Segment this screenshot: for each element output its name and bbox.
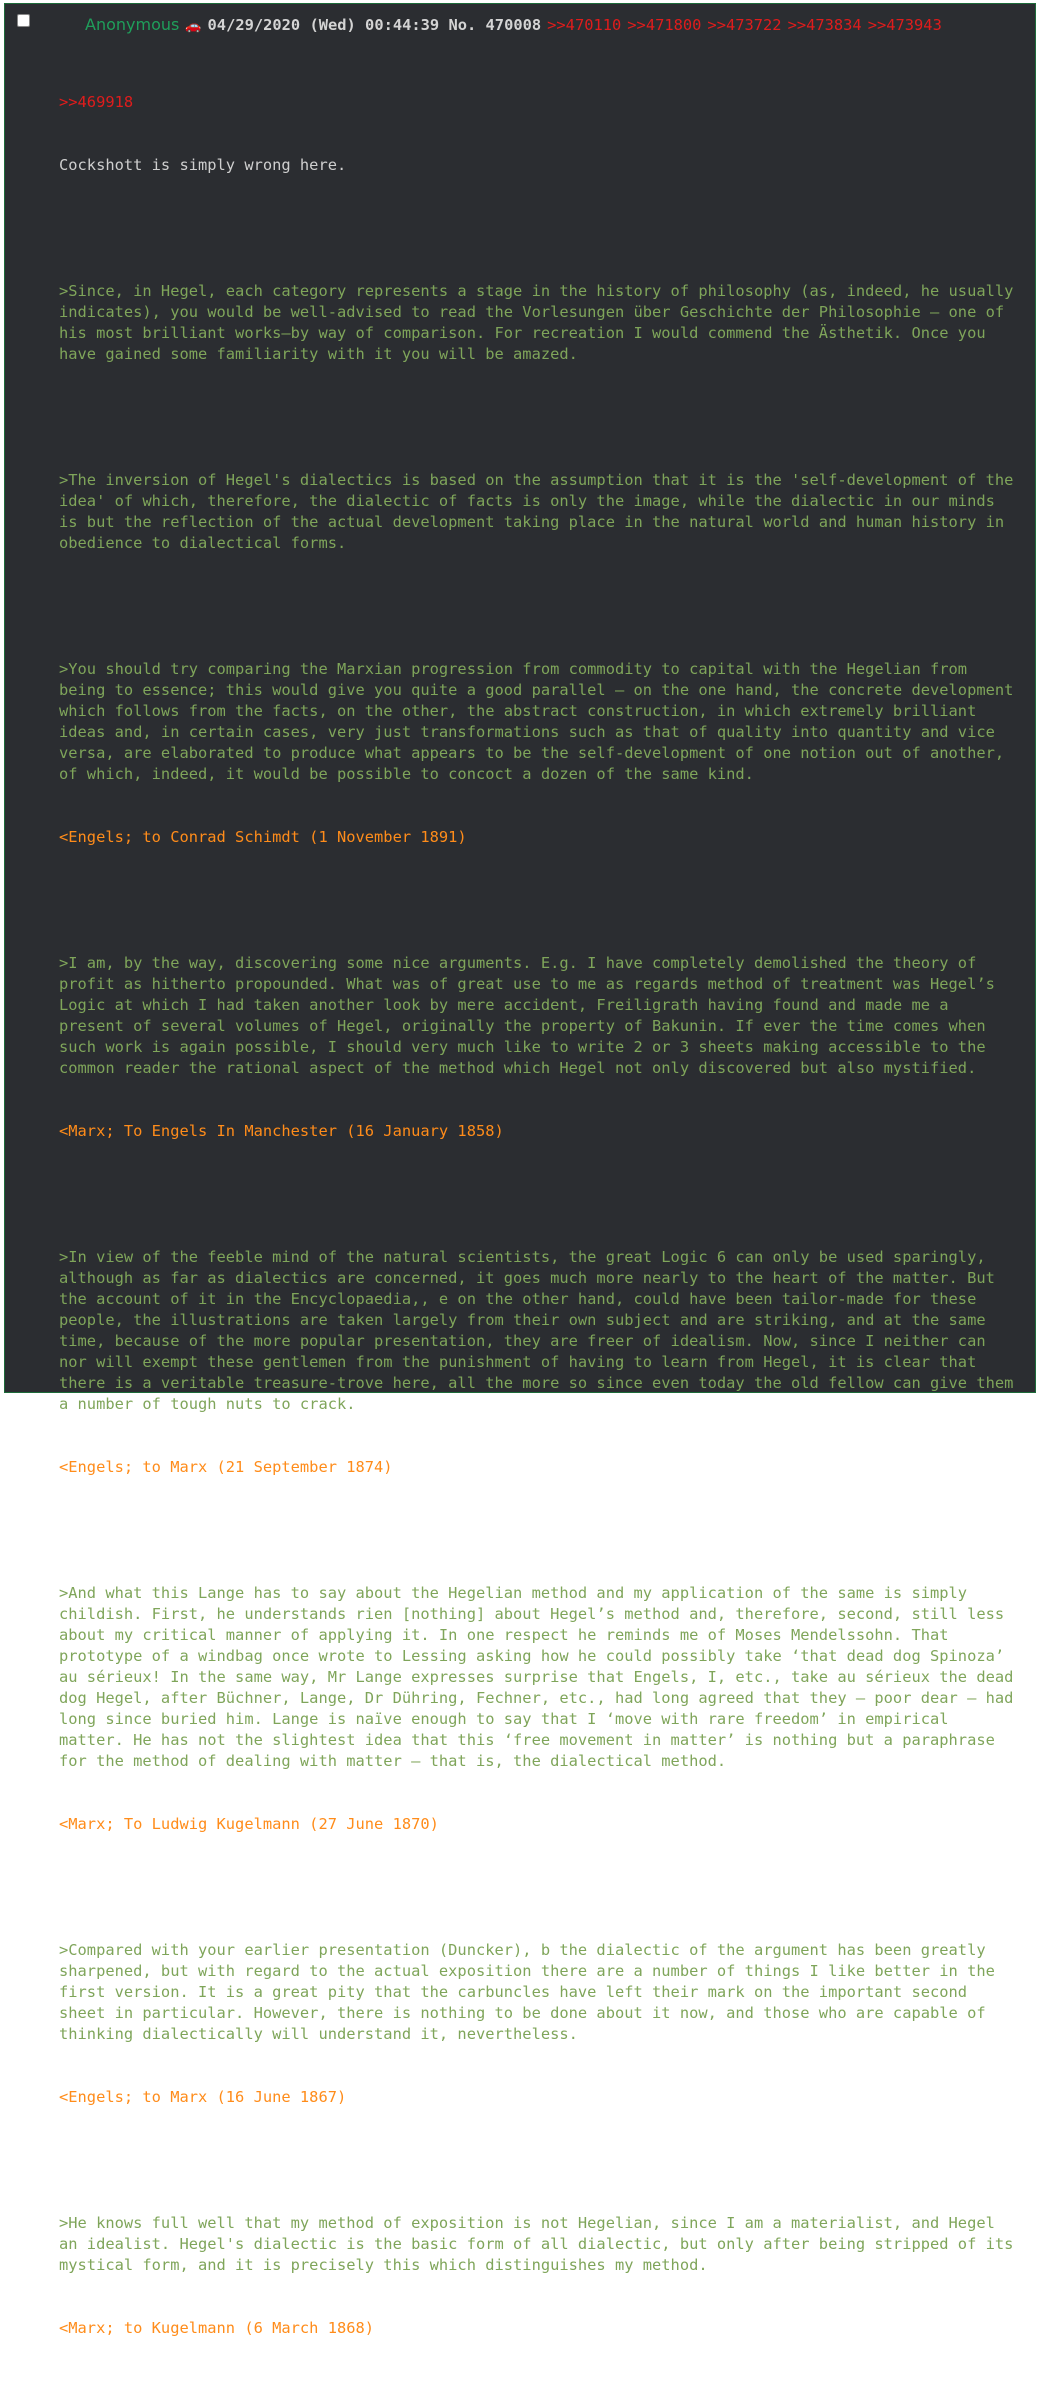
post-datetime: 04/29/2020 (Wed) 00:44:39 xyxy=(207,16,440,34)
backlink[interactable]: >>473943 xyxy=(867,16,942,34)
quote-text: >I am, by the way, discovering some nice arguments. E.g. I have completely demolished the theory of profit as hitherto propounded. What was of great use to me as regards method of treatment was Hegel’s Logic at which I had taken another look by mere accident, Freiligrath having found and made me a present of several volumes of Hegel, originally the property of Bakunin. If ever the time comes when such work is again possible, I should very much like to write 2 or 3 sheets making accessible to the common reader the rational aspect of the method which Hegel not only discovered but also mystified. xyxy=(59,954,1005,1077)
quote-text: >You should try comparing the Marxian progression from commodity to capital with the Hegelian from being to essence; this would give you quite a good parallel — on the one hand, the concrete development which follows from the facts, on the other, the abstract construction, in which extremely brilliant ideas and, in certain cases, very just transformations such as that of quality into quantity and vice versa, are elaborated to produce what appears to be the self-development of one notion out of another, of which, indeed, it would be possible to concoct a dozen of the same kind. xyxy=(59,660,1023,783)
backlink[interactable]: >>471800 xyxy=(627,16,702,34)
citation-text: <Engels; to Marx (16 June 1867) xyxy=(59,2088,347,2106)
reply-link[interactable]: >>469918 xyxy=(59,93,134,111)
post-body xyxy=(59,50,1023,2381)
citation-text: <Marx; to Kugelmann (6 March 1868) xyxy=(59,2319,375,2337)
spacer xyxy=(59,2150,1019,2171)
post-intro-text: Cockshott is simply wrong here. xyxy=(59,156,347,174)
spacer xyxy=(59,1184,1019,1205)
spacer xyxy=(59,218,1019,239)
spacer xyxy=(59,890,1019,911)
citation-text: <Marx; To Engels In Manchester (16 January 1858) xyxy=(59,1122,504,1140)
backlink[interactable]: >>473834 xyxy=(787,16,862,34)
spacer xyxy=(59,596,1019,617)
post-container xyxy=(4,3,1036,2337)
backlink[interactable]: >>473722 xyxy=(707,16,782,34)
citation-text: <Engels; to Conrad Schimdt (1 November 1891) xyxy=(59,828,467,846)
spacer xyxy=(59,407,1019,428)
post-header xyxy=(85,14,942,37)
quote-text: >He knows full well that my method of exposition is not Hegelian, since I am a materialist, and Hegel an idealist. Hegel's dialectic is the basic form of all dialectic, but only after being stripped of its mystical form, and it is precisely this which distinguishes my method. xyxy=(59,2214,1023,2274)
quote-text: >And what this Lange has to say about the Hegelian method and my application of the same is simply childish. First, he understands rien [nothing] about Hegel’s method and, therefore, second, still less about my critical manner of applying it. In one respect he reminds me of Moses Mendelssohn. That prototype of a windbag once wrote to Lessing asking how he could possibly take ‘that dead dog Spinoza’ au sérieux! In the same way, Mr Lange expresses surprise that Engels, I, etc., take au sérieux the dead dog Hegel, after Büchner, Lange, Dr Dühring, Fechner, etc., had long agreed that they — poor dear — had long since buried him. Lange is naïve enough to say that I ‘move with rare freedom’ in empirical matter. He has not the slightest idea that this ‘free movement in matter’ is nothing but a paraphrase for the method of dealing with matter — that is, the dialectical method. xyxy=(59,1584,1023,1770)
citation-text: <Engels; to Marx (21 September 1874) xyxy=(59,1458,393,1476)
quote-text: >Since, in Hegel, each category represents a stage in the history of philosophy (as, indeed, he usually indicates), you would be well-advised to read the Vorlesungen über Geschichte der Philosophie — one of his most brilliant works—by way of comparison. For recreation I would commend the Ästhetik. Once you have gained some familiarity with it you will be amazed. xyxy=(59,282,1023,363)
quote-text: >The inversion of Hegel's dialectics is based on the assumption that it is the 'self-development of the idea' of which, therefore, the dialectic of facts is only the image, while the dialectic in our minds is but the reflection of the actual development taking place in the natural world and human history in obedience to dialectical forms. xyxy=(59,471,1023,552)
backlink[interactable]: >>470110 xyxy=(547,16,622,34)
spacer xyxy=(59,1520,1019,1541)
poster-name: Anonymous xyxy=(85,15,180,34)
post-select-checkbox[interactable] xyxy=(17,14,30,27)
post-number-link[interactable]: No. 470008 xyxy=(448,16,542,34)
citation-text: <Marx; To Ludwig Kugelmann (27 June 1870) xyxy=(59,1815,439,1833)
car-icon: 🚗 xyxy=(185,19,202,34)
quote-text: >In view of the feeble mind of the natural scientists, the great Logic 6 can only be used sparingly, although as far as dialectics are concerned, it goes much more nearly to the heart of the matter. But the account of it in the Encyclopaedia,, e on the other hand, could have been tailor-made for these people, the illustrations are taken largely from their own subject and are striking, and at the same time, because of the more popular presentation, they are freer of idealism. Now, since I neither can nor will exempt these gentlemen from the punishment of having to learn from Hegel, it is clear that there is a veritable treasure-trove here, all the more so since even today the old fellow can give them a number of tough nuts to crack. xyxy=(59,1248,1023,1413)
quote-text: >Compared with your earlier presentation (Duncker), b the dialectic of the argument has been greatly sharpened, but with regard to the actual exposition there are a number of things I like better in the first version. It is a great pity that the carbuncles have left their mark on the important second sheet in particular. However, there is nothing to be done about it now, and those who are capable of thinking dialectically will understand it, nevertheless. xyxy=(59,1941,1005,2043)
spacer xyxy=(59,1877,1019,1898)
